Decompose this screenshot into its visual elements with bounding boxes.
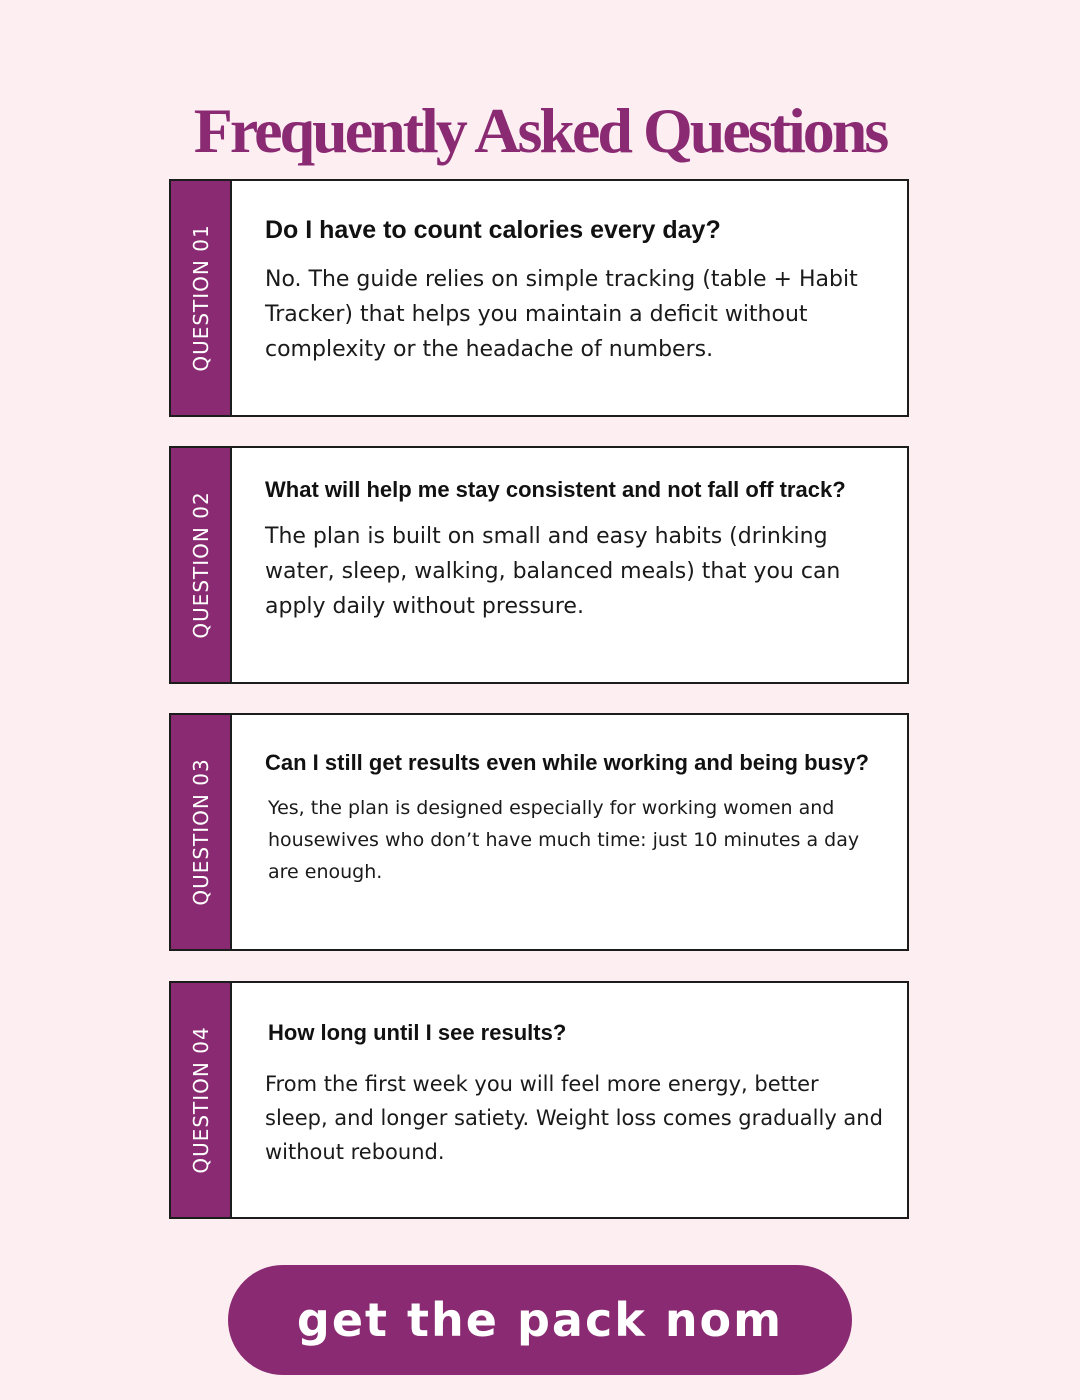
faq-answer: Yes, the plan is designed especially for working women and housewives who don’t have much time: just 10 minutes a day are enough. — [268, 797, 860, 883]
question-number-label: QUESTION 01 — [189, 224, 213, 372]
question-number-tab — [171, 448, 232, 682]
question-number-label: QUESTION 04 — [189, 1026, 213, 1174]
get-pack-button[interactable]: get the pack nom — [228, 1265, 852, 1375]
faq-question: What will help me stay consistent and not fall off track? — [265, 477, 846, 502]
faq-card — [169, 713, 909, 951]
question-number-tab — [171, 181, 232, 415]
faq-content — [265, 448, 883, 624]
question-number-tab — [171, 983, 232, 1217]
faq-card — [169, 446, 909, 684]
faq-content — [265, 181, 883, 367]
faq-question: Do I have to count calories every day? — [265, 216, 721, 244]
faq-answer: The plan is built on small and easy habits (drinking water, sleep, walking, balanced meals) that you can apply daily without pressure. — [265, 524, 841, 619]
faq-content — [265, 983, 883, 1169]
question-number-label: QUESTION 02 — [189, 491, 213, 639]
question-number-label: QUESTION 03 — [189, 758, 213, 906]
faq-question: Can I still get results even while working and being busy? — [265, 750, 869, 775]
faq-answer: From the first week you will feel more energy, better sleep, and longer satiety. Weight loss comes gradually and without rebound. — [265, 1072, 883, 1164]
question-number-tab — [171, 715, 232, 949]
faq-question: How long until I see results? — [268, 1020, 567, 1045]
faq-card — [169, 981, 909, 1219]
page-title: Frequently Asked Questions — [193, 94, 887, 166]
faq-content — [265, 715, 883, 888]
faq-card — [169, 179, 909, 417]
faq-answer: No. The guide relies on simple tracking (table + Habit Tracker) that helps you maintain a deficit without complexity or the headache of numbers. — [265, 267, 858, 362]
